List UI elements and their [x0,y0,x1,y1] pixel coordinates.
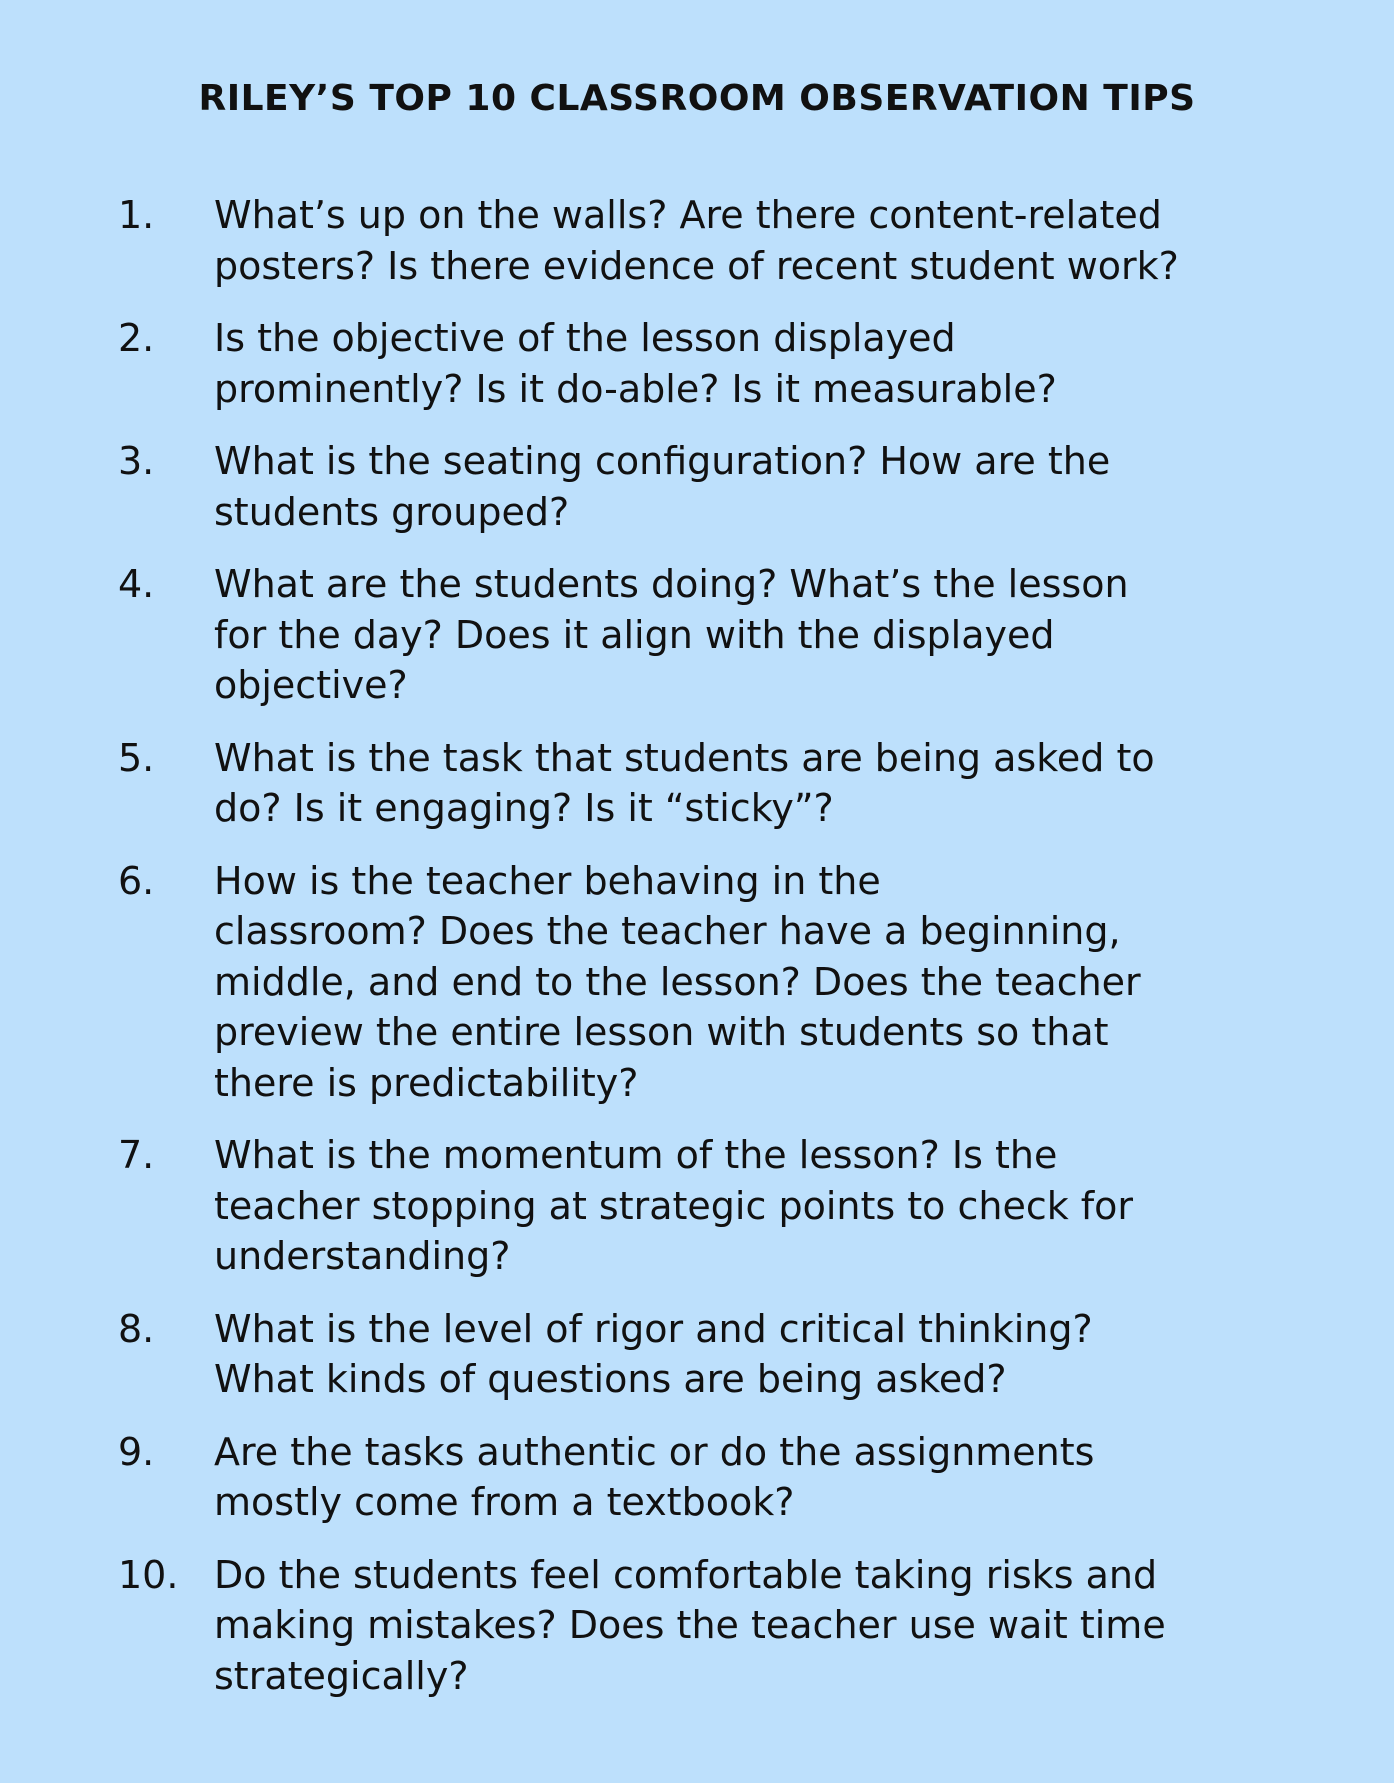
tip-number: 9. [118,1429,155,1474]
tip-number: 1. [118,193,155,237]
tip-text [214,856,1278,1109]
tip-line: do? Is it engaging? Is it “sticky”? [214,786,834,830]
tip-text [214,313,1278,414]
tip-line: teacher stopping at strategic points to check for [214,1183,1134,1228]
tip-line: middle, and end to the lesson? Does the teacher [214,959,1141,1004]
tip-line: understanding? [214,1234,511,1278]
tip-line: Do the students feel comfortable taking risks and [214,1552,1158,1597]
tip-line: strategically? [214,1653,469,1698]
tip-text [214,1550,1278,1702]
tip-line: prominently? Is it do-able? Is it measurable? [214,366,1057,411]
tip-number: 5. [118,735,155,780]
tip-line: students grouped? [214,489,570,534]
tip-line: What kinds of questions are being asked? [214,1357,1007,1401]
tip-text [214,1427,1278,1528]
tip-line: Is the objective of the lesson displayed [214,316,956,360]
tip-line: How is the teacher behaving in the [214,858,881,903]
tip-item [118,1550,1278,1702]
tip-item [118,1130,1278,1282]
tips-list [118,190,1278,1723]
tip-text [214,436,1278,537]
tip-text [214,190,1278,291]
tip-item [118,1304,1278,1405]
tip-item [118,1427,1278,1528]
page-title: RILEY’S TOP 10 CLASSROOM OBSERVATION TIPS [198,78,1196,119]
tip-line: What are the students doing? What’s the lesson [214,562,1129,606]
tip-line: preview the entire lesson with students so that [214,1010,1109,1054]
tip-item [118,559,1278,711]
tip-line: What’s up on the walls? Are there content-related [214,193,1162,237]
tip-line: mostly come from a textbook? [214,1480,795,1524]
tip-line: there is predictability? [214,1060,639,1105]
tip-line: classroom? Does the teacher have a beginning, [214,909,1121,953]
tip-number: 3. [118,439,155,483]
tip-line: making mistakes? Does the teacher use wait time [214,1603,1166,1647]
tip-line: What is the task that students are being asked to [214,735,1155,780]
tip-item [118,856,1278,1109]
tip-line: Are the tasks authentic or do the assignments [214,1429,1095,1474]
tip-line: posters? Is there evidence of recent student work? [214,243,1179,288]
tip-item [118,190,1278,291]
tip-text [214,559,1278,711]
tip-number: 10. [118,1552,179,1597]
tip-item [118,436,1278,537]
tip-number: 2. [118,316,155,360]
tip-line: objective? [214,663,408,707]
tip-number: 7. [118,1133,155,1177]
tip-line: What is the momentum of the lesson? Is the [214,1133,1058,1177]
tip-item [118,313,1278,414]
tip-line: What is the seating configuration? How are the [214,439,1111,483]
tip-number: 6. [118,858,155,903]
tip-number: 8. [118,1306,155,1351]
tip-item [118,733,1278,834]
tip-text [214,733,1278,834]
tip-line: for the day? Does it align with the displayed [214,612,1055,657]
tip-text [214,1304,1278,1405]
tip-line: What is the level of rigor and critical thinking? [214,1306,1093,1351]
tip-text [214,1130,1278,1282]
tip-number: 4. [118,562,155,606]
